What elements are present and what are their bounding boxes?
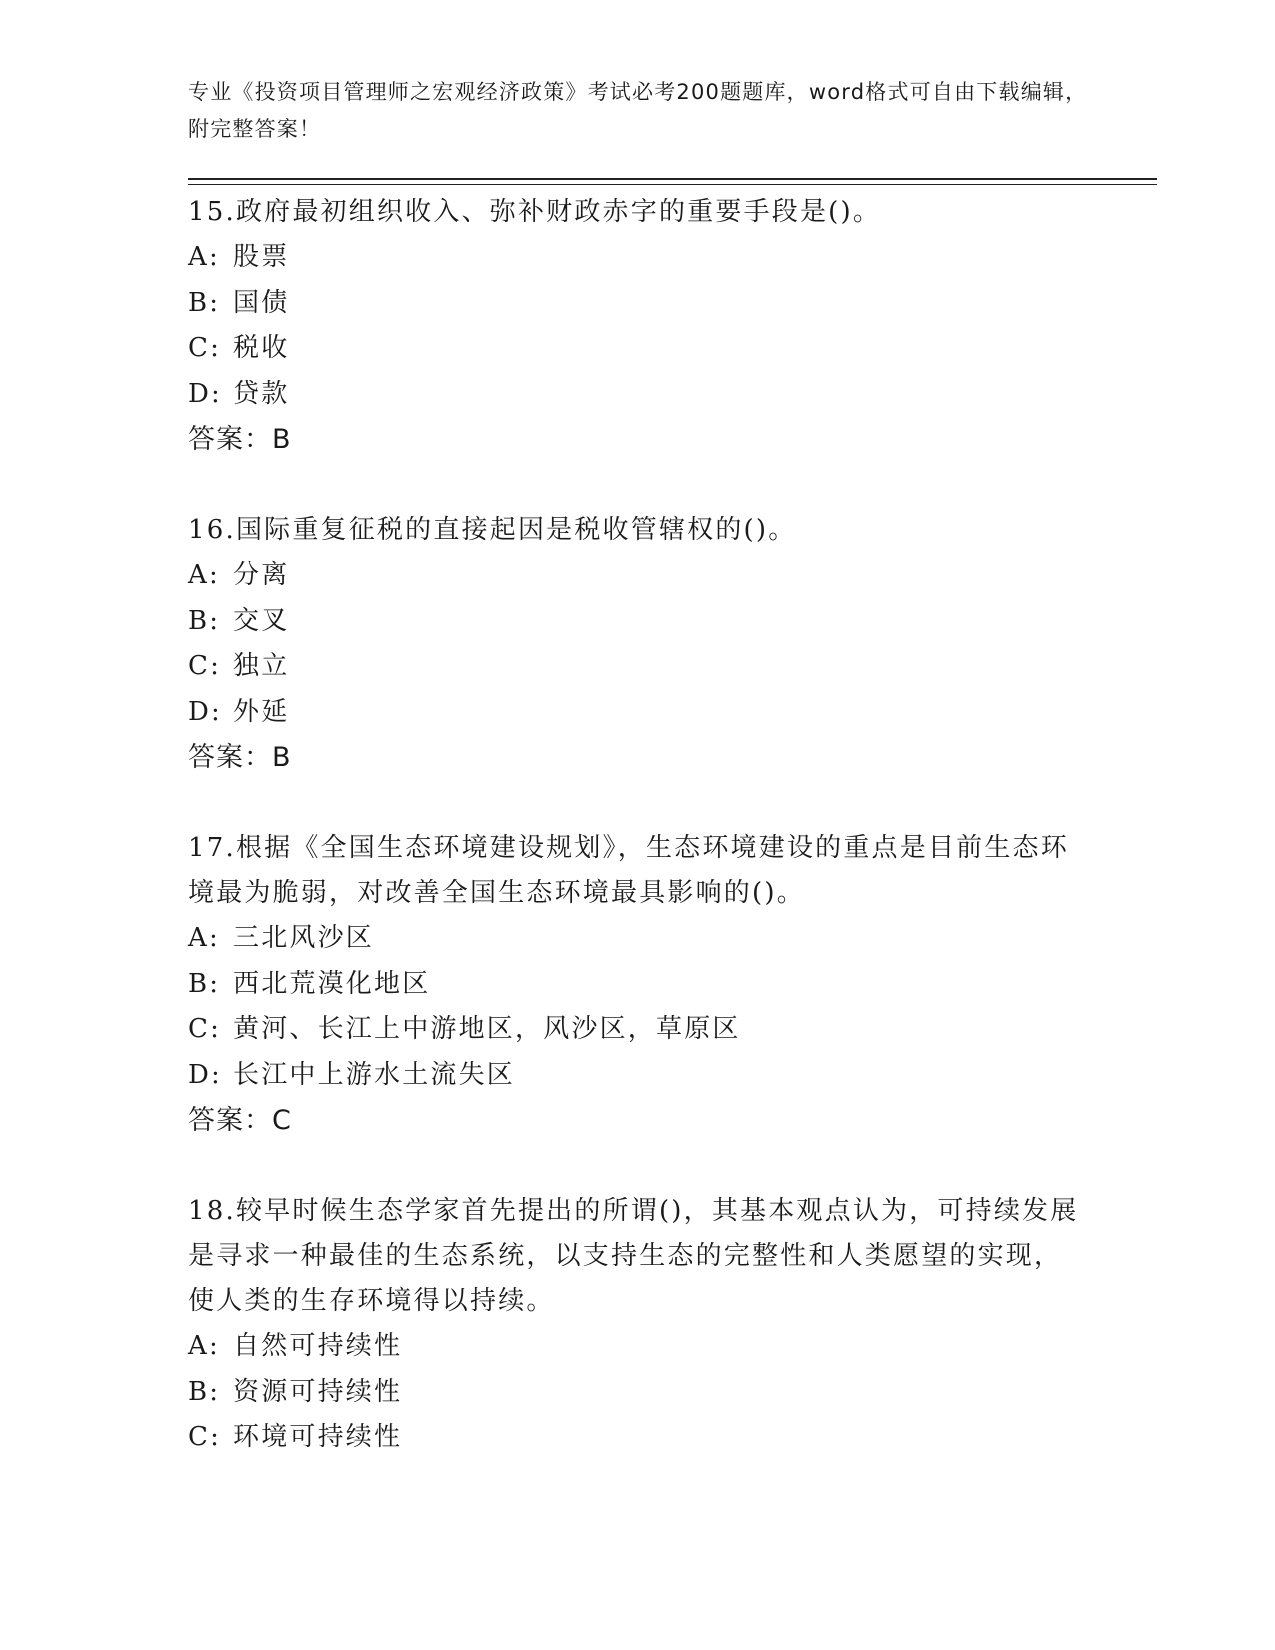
answer-line: 答案：B	[188, 742, 292, 773]
option-letter: A:	[188, 1331, 220, 1361]
option-letter: A:	[188, 242, 220, 272]
option-letter: D:	[188, 696, 223, 727]
option-letter: B:	[188, 605, 221, 636]
option-b	[188, 962, 1088, 1008]
option-letter: B:	[188, 968, 221, 999]
question-list	[188, 190, 1088, 1506]
option-letter: B:	[188, 1376, 221, 1407]
option-c	[188, 1007, 1088, 1053]
question-17	[188, 826, 1088, 1144]
option-text: 环境可持续性	[233, 1422, 403, 1452]
option-text: 黄河、长江上中游地区，风沙区，草原区	[233, 1014, 741, 1044]
option-text: 股票	[233, 242, 290, 272]
header-rule-thick	[188, 178, 1157, 180]
answer-line: 答案：B	[188, 424, 292, 455]
option-d	[188, 1053, 1088, 1099]
option-text: 分离	[233, 560, 290, 590]
option-text: 外延	[233, 696, 290, 727]
question-stem: 15.政府最初组织收入、弥补财政赤字的重要手段是()。	[188, 197, 882, 227]
option-text: 长江中上游水土流失区	[233, 1059, 516, 1090]
option-text: 三北风沙区	[233, 923, 375, 953]
option-letter: D:	[188, 378, 223, 409]
option-text: 国债	[233, 287, 290, 318]
answer-line: 答案：C	[188, 1105, 292, 1136]
option-text: 贷款	[233, 378, 290, 409]
option-d	[188, 372, 1088, 418]
option-text: 资源可持续性	[233, 1376, 403, 1407]
option-a	[188, 553, 1088, 599]
option-letter: C:	[188, 1014, 222, 1044]
option-c	[188, 326, 1088, 372]
option-d	[188, 690, 1088, 736]
option-letter: D:	[188, 1059, 223, 1090]
header-rule-thin	[188, 184, 1157, 185]
option-c	[188, 1415, 1088, 1461]
option-text: 自然可持续性	[233, 1331, 403, 1361]
option-c	[188, 644, 1088, 690]
option-b	[188, 599, 1088, 645]
option-letter: C:	[188, 333, 222, 363]
question-stem: 16.国际重复征税的直接起因是税收管辖权的()。	[188, 515, 797, 545]
option-letter: A:	[188, 923, 220, 953]
question-16	[188, 508, 1088, 781]
question-15	[188, 190, 1088, 463]
option-a	[188, 235, 1088, 281]
option-b	[188, 1370, 1088, 1416]
question-18	[188, 1189, 1088, 1461]
option-text: 独立	[233, 651, 290, 681]
option-text: 税收	[233, 333, 290, 363]
option-a	[188, 916, 1088, 962]
question-stem: 18.较早时候生态学家首先提出的所谓()，其基本观点认为，可持续发展是寻求一种最佳的生态系统，以支持生态的完整性和人类愿望的实现，使人类的生存环境得以持续。	[188, 1196, 1079, 1316]
option-text: 西北荒漠化地区	[233, 968, 431, 999]
option-letter: C:	[188, 651, 222, 681]
option-letter: C:	[188, 1422, 222, 1452]
option-text: 交叉	[233, 605, 290, 636]
option-letter: B:	[188, 287, 221, 318]
option-letter: A:	[188, 560, 220, 590]
option-a	[188, 1324, 1088, 1370]
document-header: 专业《投资项目管理师之宏观经济政策》考试必考200题题库，word格式可自由下载编辑，附完整答案！	[188, 80, 1088, 141]
question-stem: 17.根据《全国生态环境建设规划》，生态环境建设的重点是目前生态环境最为脆弱，对改善全国生态环境最具影响的()。	[188, 833, 1069, 908]
option-b	[188, 281, 1088, 327]
